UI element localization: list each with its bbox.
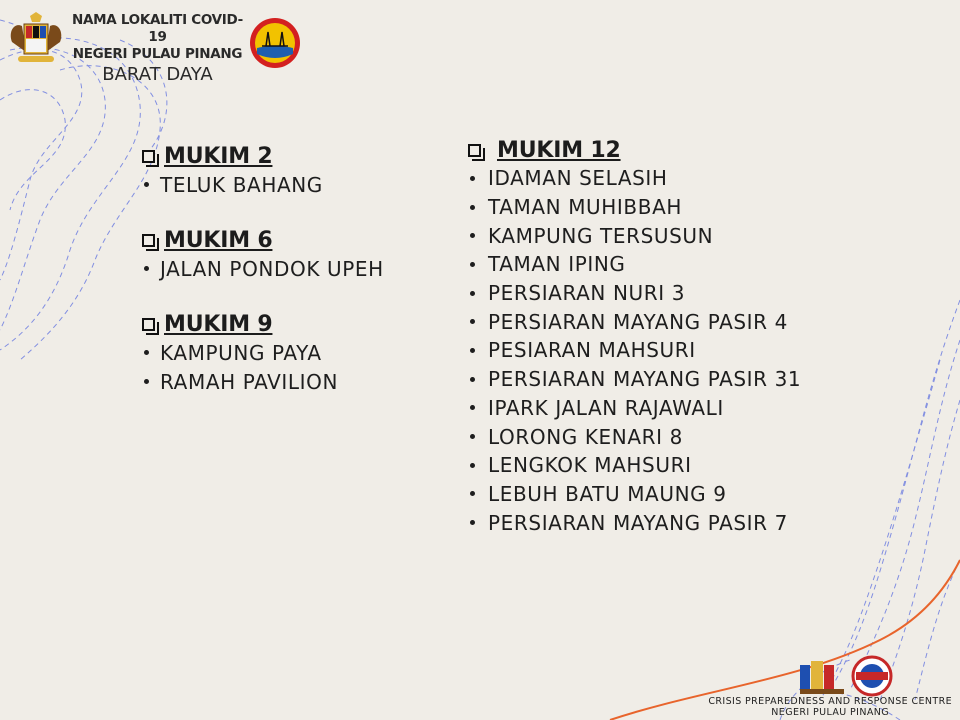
locality-list [468, 164, 801, 537]
mukim-title: MUKIM 6 [164, 227, 273, 253]
mukim-section [142, 226, 384, 283]
cprc-logos-icon [796, 655, 896, 697]
mukim-title: MUKIM 9 [164, 311, 273, 337]
footer-organisation [708, 696, 952, 718]
bullet-icon [470, 377, 475, 382]
bullet-icon [470, 520, 475, 525]
locality-name: TAMAN IPING [488, 252, 626, 277]
locality-name: RAMAH PAVILION [160, 369, 339, 394]
locality-name: LORONG KENARI 8 [488, 424, 683, 449]
bullet-icon [470, 291, 475, 296]
checkbox-icon [468, 144, 481, 157]
locality-name: KAMPUNG PAYA [160, 340, 322, 365]
bullet-icon [470, 319, 475, 324]
list-item [468, 336, 801, 365]
locality-name: LEBUH BATU MAUNG 9 [488, 481, 727, 506]
bullet-icon [144, 182, 149, 187]
header-line-1: NAMA LOKALITI COVID-19 [72, 12, 243, 45]
locality-name: TAMAN MUHIBBAH [488, 195, 682, 220]
penang-state-logo-icon [248, 16, 302, 70]
list-item [142, 367, 384, 396]
mukim-section [142, 142, 384, 199]
list-item [468, 250, 801, 279]
locality-name: PERSIARAN MAYANG PASIR 7 [488, 510, 788, 535]
mukim-title: MUKIM 12 [497, 137, 621, 163]
footer-line-1: CRISIS PREPAREDNESS AND RESPONSE CENTRE [708, 696, 952, 707]
mukim-heading [142, 142, 384, 170]
locality-name: TELUK BAHANG [160, 172, 323, 197]
mukim-heading [142, 226, 384, 254]
bullet-icon [470, 405, 475, 410]
list-item [468, 394, 801, 423]
bullet-icon [470, 434, 475, 439]
mukim-heading [468, 136, 801, 164]
locality-name: PERSIARAN MAYANG PASIR 4 [488, 309, 788, 334]
list-item [142, 338, 384, 367]
list-item [468, 365, 801, 394]
bullet-icon [144, 379, 149, 384]
locality-list [142, 170, 384, 199]
bullet-icon [144, 266, 149, 271]
list-item [468, 422, 801, 451]
locality-name: LENGKOK MAHSURI [488, 453, 692, 478]
left-column [142, 142, 384, 396]
malaysia-emblem-icon [4, 12, 68, 68]
bullet-icon [144, 350, 149, 355]
locality-name: IPARK JALAN RAJAWALI [488, 395, 724, 420]
list-item [468, 221, 801, 250]
locality-name: PERSIARAN NURI 3 [488, 281, 686, 306]
checkbox-icon [142, 234, 155, 247]
list-item [468, 307, 801, 336]
locality-name: KAMPUNG TERSUSUN [488, 223, 714, 248]
list-item [468, 508, 801, 537]
locality-name: PERSIARAN MAYANG PASIR 31 [488, 367, 802, 392]
checkbox-icon [142, 318, 155, 331]
list-item [468, 193, 801, 222]
mukim-section [468, 136, 801, 537]
bullet-icon [470, 205, 475, 210]
list-item [468, 279, 801, 308]
checkbox-icon [142, 150, 155, 163]
mukim-heading [142, 310, 384, 338]
list-item [468, 451, 801, 480]
header-line-2: NEGERI PULAU PINANG [72, 46, 243, 62]
locality-name: JALAN PONDOK UPEH [160, 256, 384, 281]
footer-line-2: NEGERI PULAU PINANG [771, 707, 890, 718]
list-item [142, 254, 384, 283]
district-title: BARAT DAYA [102, 64, 213, 85]
bullet-icon [470, 348, 475, 353]
locality-list [142, 254, 384, 283]
bullet-icon [470, 176, 475, 181]
mukim-title: MUKIM 2 [164, 143, 273, 169]
list-item [468, 164, 801, 193]
header-title-block [70, 12, 245, 86]
mukim-section [142, 310, 384, 396]
list-item [142, 170, 384, 199]
list-item [468, 480, 801, 509]
locality-name: PESIARAN MAHSURI [488, 338, 696, 363]
right-column [468, 136, 801, 537]
bullet-icon [470, 491, 475, 496]
bullet-icon [470, 262, 475, 267]
locality-list [142, 338, 384, 396]
bullet-icon [470, 233, 475, 238]
bullet-icon [470, 463, 475, 468]
locality-name: IDAMAN SELASIH [488, 166, 668, 191]
